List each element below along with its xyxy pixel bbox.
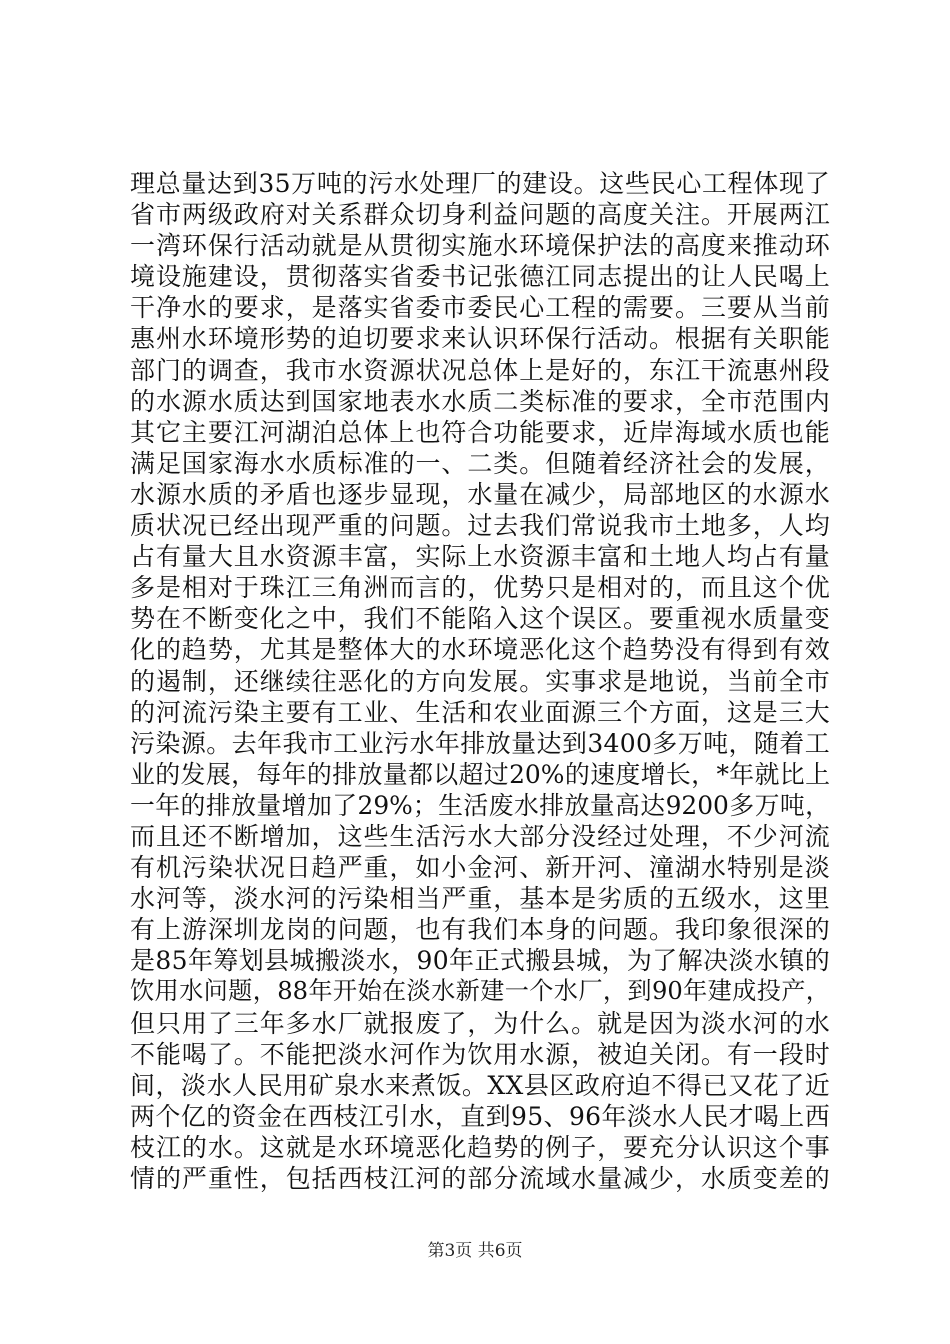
text-line: 水河等，淡水河的污染相当严重，基本是劣质的五级水，这里 [130,884,830,914]
text-line: 部门的调查，我市水资源状况总体上是好的，东江干流惠州段 [130,355,830,385]
text-line: 一年的排放量增加了29%；生活废水排放量高达9200多万吨， [130,790,830,820]
text-line: 有机污染状况日趋严重，如小金河、新开河、潼湖水特别是淡 [130,853,830,883]
text-line: 间，淡水人民用矿泉水来煮饭。XX县区政府迫不得已又花了近 [130,1070,830,1100]
text-line: 境设施建设，贯彻落实省委书记张德江同志提出的让人民喝上 [130,262,830,292]
text-line: 业的发展，每年的排放量都以超过20%的速度增长，*年就比上 [130,759,830,789]
text-line: 污染源。去年我市工业污水年排放量达到3400多万吨，随着工 [130,728,830,758]
text-line: 饮用水问题，88年开始在淡水新建一个水厂，到90年建成投产， [130,977,830,1006]
text-line: 质状况已经出现严重的问题。过去我们常说我市土地多，人均 [130,511,830,541]
text-line: 省市两级政府对关系群众切身利益问题的高度关注。开展两江 [130,200,830,230]
text-line: 化的趋势，尤其是整体大的水环境恶化这个趋势没有得到有效 [130,635,830,665]
text-line: 占有量大且水资源丰富，实际上水资源丰富和土地人均占有量 [130,542,830,572]
text-line: 势在不断变化之中，我们不能陷入这个误区。要重视水质量变 [130,604,830,634]
text-line: 满足国家海水水质标准的一、二类。但随着经济社会的发展， [130,448,830,478]
text-line: 一湾环保行活动就是从贯彻实施水环境保护法的高度来推动环 [130,231,830,261]
text-line: 其它主要江河湖泊总体上也符合功能要求，近岸海域水质也能 [130,417,830,447]
text-line: 不能喝了。不能把淡水河作为饮用水源，被迫关闭。有一段时 [130,1039,830,1069]
text-line: 但只用了三年多水厂就报废了，为什么。就是因为淡水河的水 [130,1008,830,1038]
text-line: 水源水质的矛盾也逐步显现，水量在减少，局部地区的水源水 [130,479,830,509]
text-line: 的遏制，还继续往恶化的方向发展。实事求是地说，当前全市 [130,666,830,696]
text-line: 多是相对于珠江三角洲而言的，优势只是相对的，而且这个优 [130,573,830,603]
text-line: 的水源水质达到国家地表水水质二类标准的要求，全市范围内 [130,386,830,416]
text-line: 是85年筹划县城搬淡水，90年正式搬县城，为了解决淡水镇的 [130,946,830,976]
text-line: 理总量达到35万吨的污水处理厂的建设。这些民心工程体现了 [130,169,830,198]
text-line: 两个亿的资金在西枝江引水，直到95、96年淡水人民才喝上西 [130,1101,830,1131]
text-line: 的河流污染主要有工业、生活和农业面源三个方面，这是三大 [130,697,830,727]
text-line: 情的严重性，包括西枝江河的部分流域水量减少，水质变差的 [130,1164,830,1193]
text-line: 有上游深圳龙岗的问题，也有我们本身的问题。我印象很深的 [130,915,830,945]
text-line: 枝江的水。这就是水环境恶化趋势的例子，要充分认识这个事 [130,1132,830,1162]
text-line: 而且还不断增加，这些生活污水大部分没经过处理，不少河流 [130,821,830,851]
text-line: 惠州水环境形势的迫切要求来认识环保行活动。根据有关职能 [130,324,830,354]
text-line: 干净水的要求，是落实省委市委民心工程的需要。三要从当前 [130,293,830,323]
body-text [130,168,830,1194]
page-footer: 第3页 共6页 [427,1241,523,1261]
